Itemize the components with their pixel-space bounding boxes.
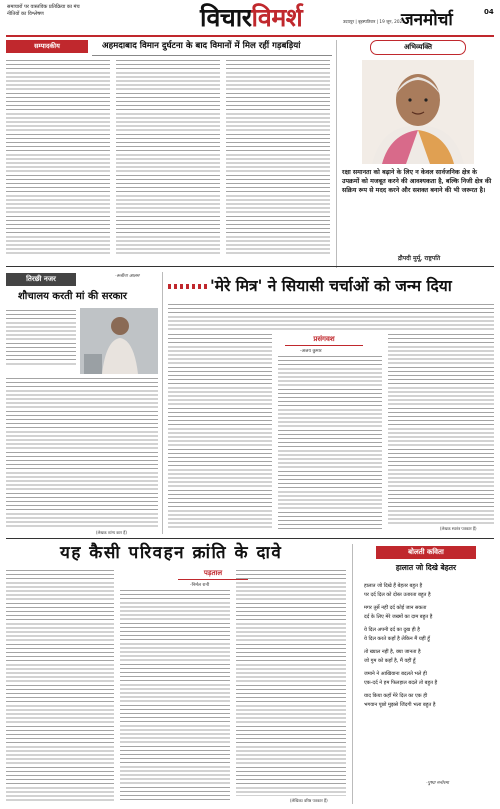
poem-lines bbox=[364, 582, 490, 710]
editorial-headline: अहमदाबाद विमान दुर्घटना के बाद विमानों में मिल रहीं गड़बड़ियां bbox=[102, 41, 301, 51]
abhivyakti-divider bbox=[336, 40, 337, 268]
bottom-column-1 bbox=[6, 570, 114, 802]
tirchhi-nazar-byline: -रूबीना आलम bbox=[115, 274, 140, 279]
brand-logo: जनमोर्चा bbox=[401, 10, 453, 30]
masthead-rule bbox=[6, 35, 494, 37]
lead-column-1 bbox=[168, 334, 272, 530]
poem-label-text: बोलती कविता bbox=[408, 548, 444, 556]
editorial-label bbox=[6, 40, 88, 53]
masthead-tagline: समाचारों पर वास्तविक प्रतिक्रिया का मंच नीतियों का विश्लेषण bbox=[7, 4, 80, 17]
poem-title: हालात जो दिखे बेहतर bbox=[395, 563, 457, 572]
tirchhi-nazar-headline: शौचालय करती मां की सरकार bbox=[18, 291, 127, 302]
bottom-sub-label-text: पड़ताल bbox=[203, 569, 223, 577]
poem-line: पर दर्द दिल को दोस्त उतारता बहुत है bbox=[364, 592, 431, 598]
section-divider-2 bbox=[6, 538, 494, 539]
editorial-rule bbox=[92, 55, 332, 56]
tirchhi-nazar-label-text: तिरछी नजर bbox=[26, 275, 56, 283]
lead-byline: -अजय कुमार bbox=[300, 349, 322, 354]
poem-line: एक-दर्द ने हम फिलहाल बदले तो बहुत है bbox=[364, 680, 438, 686]
president-photo bbox=[362, 60, 474, 164]
section-title-b: विमर्श bbox=[251, 3, 303, 32]
abhivyakti-quote: रक्षा समानता को बढ़ाने के लिए न केवल सार्वजनिक क्षेत्र के उपक्रमों को मजबूत करने की आवश्यकता है, बल्कि निजी क्षेत्र की सक्रिय रूप से मदद करने और सशक्त बनाने की भी जरूरत है। bbox=[342, 169, 492, 195]
abhivyakti-label-text: अभिव्यक्ति bbox=[403, 43, 433, 51]
abhivyakti-attribution: द्रौपदी मुर्मू, राष्ट्रपति bbox=[398, 255, 441, 262]
tirchhi-nazar-text-a bbox=[6, 310, 76, 366]
date-line: उदयपुर | बृहस्पतिवार | 19 जून, 2025 bbox=[343, 19, 405, 24]
editorial-label-text: सम्पादकीय bbox=[34, 42, 60, 50]
abhivyakti-label bbox=[370, 40, 466, 55]
lead-author-credit: (लेखक स्वतंत्र पत्रकार हैं) bbox=[440, 526, 477, 531]
poem-line: ये दिल अपनी दर्द का दुख ही है bbox=[364, 627, 420, 633]
lead-headline: 'मेरे मित्र' ने सियासी चर्चाओं को जन्म दिया bbox=[210, 276, 452, 295]
lead-column-3 bbox=[388, 334, 494, 524]
editorial-column-1 bbox=[6, 60, 110, 256]
poem-line: भगवान पूछो मुझसे जिंदगी भला बहुत है bbox=[364, 702, 436, 708]
poem-line: जो गुम को कहाँ है, मैं वहीं हूँ bbox=[364, 658, 416, 664]
tirchhi-nazar-label bbox=[6, 273, 76, 286]
column-divider-left bbox=[162, 272, 163, 534]
section-title bbox=[200, 4, 302, 32]
lead-headline-ornament bbox=[168, 284, 208, 289]
tirchhi-nazar-photo bbox=[80, 308, 158, 374]
bottom-column-2 bbox=[120, 590, 230, 802]
poem-line: याद किया कहाँ मेरे दिल का एक ही bbox=[364, 693, 428, 699]
poem-line: दर्द के लिए मेरे जख्मों का दाम बहुत है bbox=[364, 614, 433, 620]
lead-column-2 bbox=[278, 356, 382, 530]
bottom-author-credit: (लेखिका वरिष्ठ पत्रकार हैं) bbox=[290, 798, 328, 803]
page-number: 04 bbox=[484, 8, 494, 16]
section-divider-1 bbox=[6, 266, 494, 267]
poem-line: जमाने ने आखियाना बदलते भले ही bbox=[364, 671, 427, 677]
column-divider-right bbox=[352, 544, 353, 804]
poem-line: मगर तूर्से नहीं दर्द कोई जान सकता bbox=[364, 605, 427, 611]
poem-line: ये दिल करते कहाँ है लेकिन मैं यहीं हूँ bbox=[364, 636, 430, 642]
editorial-column-3 bbox=[226, 60, 330, 256]
poem-line: तो ख्याल नहीं है, क्या जानता है bbox=[364, 649, 421, 655]
bottom-headline: यह कैसी परिवहन क्रांति के दावे bbox=[60, 543, 283, 563]
tirchhi-nazar-text-b bbox=[6, 378, 158, 528]
lead-sub-label bbox=[285, 334, 363, 346]
masthead bbox=[0, 0, 500, 36]
section-title-a: विचार bbox=[200, 3, 252, 32]
bottom-column-3 bbox=[236, 570, 346, 796]
bottom-byline: -निर्मल रानी bbox=[190, 583, 210, 588]
lead-sub-label-text: प्रसंगवश bbox=[313, 335, 335, 343]
poem-label bbox=[376, 546, 476, 559]
poem-box bbox=[358, 544, 494, 804]
poem-author: -पुष्पा मनोरमा bbox=[426, 781, 449, 786]
editorial-column-2 bbox=[116, 60, 220, 256]
lead-intro bbox=[168, 304, 494, 330]
poem-line: हालात जो दिखे हैं बेहतर बहुत है bbox=[364, 583, 423, 589]
tirchhi-nazar-author-credit: (लेखक व्यंग्य कार हैं) bbox=[96, 530, 127, 535]
